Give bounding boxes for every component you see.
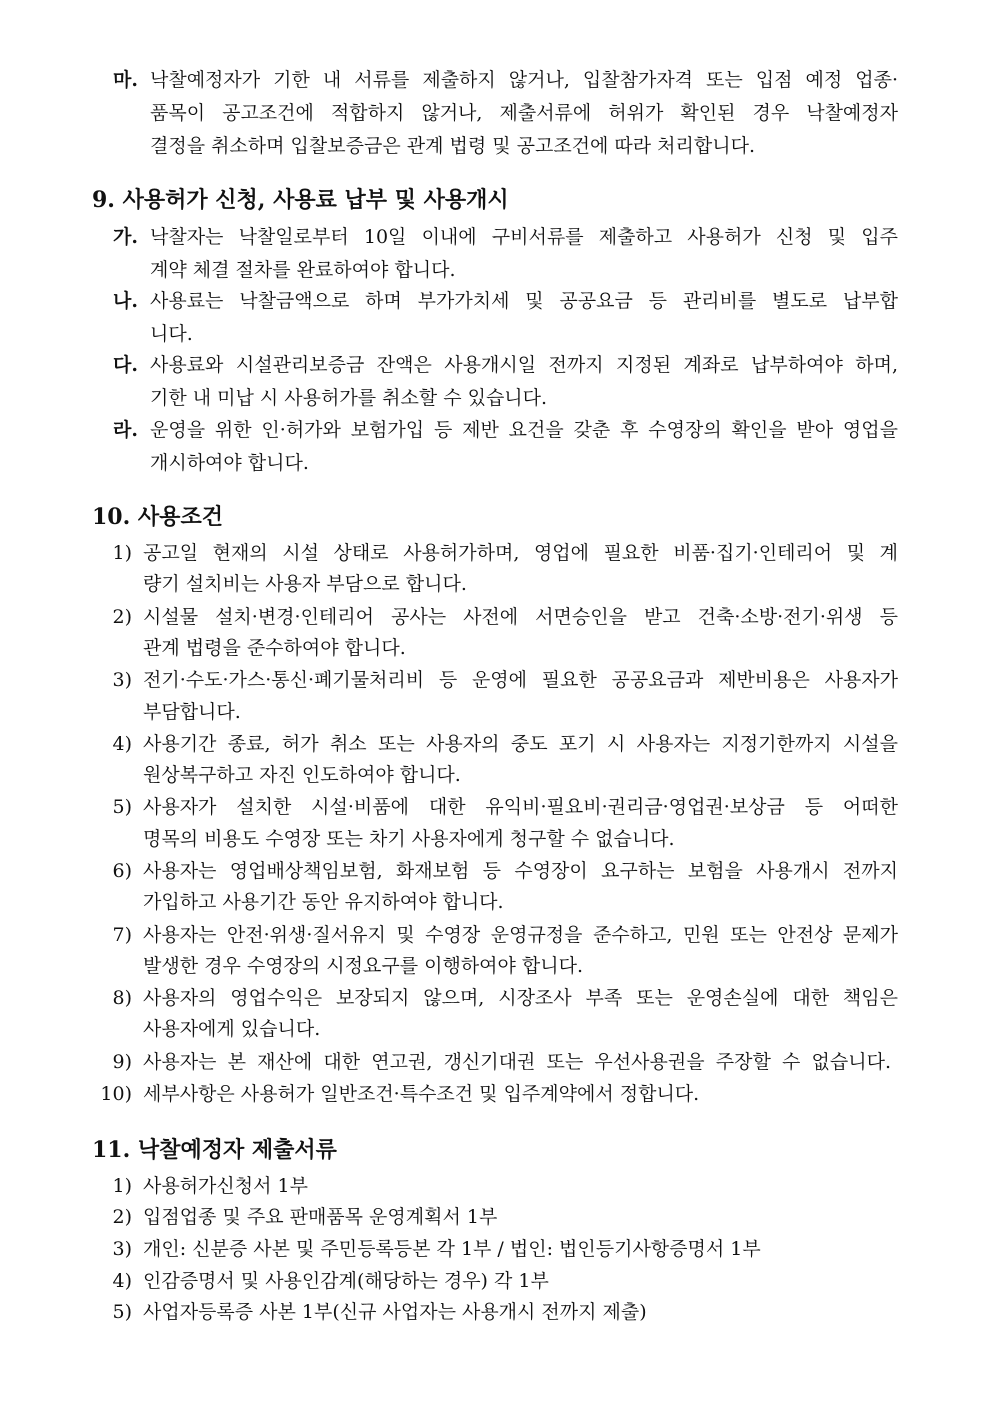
item-number: 7) bbox=[112, 924, 132, 946]
item-line: 사용자가 설치한 시설·비품에 대한 유익비·필요비·권리금·영업권·보상금 등 어떠한 bbox=[143, 796, 898, 818]
item-line: 입점업종 및 주요 판매품목 운영계획서 1부 bbox=[143, 1206, 498, 1228]
item-number: 1) bbox=[112, 1175, 132, 1197]
item-number: 9) bbox=[112, 1051, 132, 1073]
item-label: 나. bbox=[113, 290, 138, 312]
item-line: 결정을 취소하며 입찰보증금은 관계 법령 및 공고조건에 따라 처리합니다. bbox=[150, 135, 755, 157]
item-line: 시설물 설치·변경·인테리어 공사는 사전에 서면승인을 받고 건축·소방·전기·위생 등 bbox=[143, 606, 898, 628]
item-line: 전기·수도·가스·통신·폐기물처리비 등 운영에 필요한 공공요금과 제반비용은 사용자가 bbox=[143, 669, 898, 691]
item-line: 품목이 공고조건에 적합하지 않거나, 제출서류에 허위가 확인된 경우 낙찰예정자 bbox=[150, 102, 898, 124]
item-number: 1) bbox=[112, 542, 132, 564]
item-label: 다. bbox=[113, 354, 138, 376]
item-number: 5) bbox=[112, 1301, 132, 1323]
item-line: 사용자는 본 재산에 대한 연고권, 갱신기대권 또는 우선사용권을 주장할 수 없습니다. bbox=[143, 1051, 891, 1073]
item-line: 공고일 현재의 시설 상태로 사용허가하며, 영업에 필요한 비품·집기·인테리어 및 계 bbox=[143, 542, 898, 564]
item-number: 10) bbox=[100, 1083, 132, 1105]
item-number: 3) bbox=[112, 669, 132, 691]
item-line: 사업자등록증 사본 1부(신규 사업자는 사용개시 전까지 제출) bbox=[143, 1301, 647, 1323]
item-line: 사용료와 시설관리보증금 잔액은 사용개시일 전까지 지정된 계좌로 납부하여야 하며, bbox=[150, 354, 898, 376]
section10-heading: 10. 사용조건 bbox=[92, 504, 223, 530]
item-number: 4) bbox=[112, 1270, 132, 1292]
section11-heading: 11. 낙찰예정자 제출서류 bbox=[92, 1137, 337, 1163]
item-line: 사용자에게 있습니다. bbox=[143, 1018, 321, 1040]
item-label: 가. bbox=[113, 226, 138, 248]
item-line: 사용기간 종료, 허가 취소 또는 사용자의 중도 포기 시 사용자는 지정기한까지 시설을 bbox=[143, 733, 898, 755]
item-line: 부담합니다. bbox=[143, 701, 241, 723]
item-line: 사용자는 영업배상책임보험, 화재보험 등 수영장이 요구하는 보험을 사용개시 전까지 bbox=[143, 860, 898, 882]
item-line: 사용자의 영업수익은 보장되지 않으며, 시장조사 부족 또는 운영손실에 대한 책임은 bbox=[143, 987, 898, 1009]
item-line: 명목의 비용도 수영장 또는 차기 사용자에게 청구할 수 없습니다. bbox=[143, 828, 675, 850]
item-line: 사용자는 안전·위생·질서유지 및 수영장 운영규정을 준수하고, 민원 또는 안전상 문제가 bbox=[143, 924, 898, 946]
item-label: 마. bbox=[113, 69, 138, 91]
item-number: 4) bbox=[112, 733, 132, 755]
item-number: 2) bbox=[112, 606, 132, 628]
item-line: 세부사항은 사용허가 일반조건·특수조건 및 입주계약에서 정합니다. bbox=[143, 1083, 700, 1105]
item-line: 개시하여야 합니다. bbox=[150, 452, 309, 474]
item-line: 니다. bbox=[150, 323, 193, 345]
item-line: 운영을 위한 인·허가와 보험가입 등 제반 요건을 갖춘 후 수영장의 확인을 받아 영업을 bbox=[150, 419, 898, 441]
item-line: 원상복구하고 자진 인도하여야 합니다. bbox=[143, 764, 461, 786]
item-line: 사용료는 낙찰금액으로 하며 부가가치세 및 공공요금 등 관리비를 별도로 납부합 bbox=[150, 290, 898, 312]
item-line: 관계 법령을 준수하여야 합니다. bbox=[143, 637, 406, 659]
item-line: 발생한 경우 수영장의 시정요구를 이행하여야 합니다. bbox=[143, 955, 584, 977]
item-number: 3) bbox=[112, 1238, 132, 1260]
item-line: 계약 체결 절차를 완료하여야 합니다. bbox=[150, 259, 456, 281]
item-line: 량기 설치비는 사용자 부담으로 합니다. bbox=[143, 573, 467, 595]
item-number: 2) bbox=[112, 1206, 132, 1228]
item-number: 6) bbox=[112, 860, 132, 882]
item-label: 라. bbox=[113, 419, 138, 441]
item-line: 가입하고 사용기간 동안 유지하여야 합니다. bbox=[143, 891, 504, 913]
section9-heading: 9. 사용허가 신청, 사용료 납부 및 사용개시 bbox=[92, 187, 509, 213]
item-number: 5) bbox=[112, 796, 132, 818]
item-line: 낙찰자는 낙찰일로부터 10일 이내에 구비서류를 제출하고 사용허가 신청 및 입주 bbox=[150, 226, 898, 248]
item-number: 8) bbox=[112, 987, 132, 1009]
item-line: 인감증명서 및 사용인감계(해당하는 경우) 각 1부 bbox=[143, 1270, 549, 1292]
item-line: 개인: 신분증 사본 및 주민등록등본 각 1부 / 법인: 법인등기사항증명서 1부 bbox=[143, 1238, 761, 1260]
item-line: 기한 내 미납 시 사용허가를 취소할 수 있습니다. bbox=[150, 387, 548, 409]
item-line: 낙찰예정자가 기한 내 서류를 제출하지 않거나, 입찰참가자격 또는 입점 예정 업종· bbox=[150, 69, 898, 91]
item-line: 사용허가신청서 1부 bbox=[143, 1175, 308, 1197]
